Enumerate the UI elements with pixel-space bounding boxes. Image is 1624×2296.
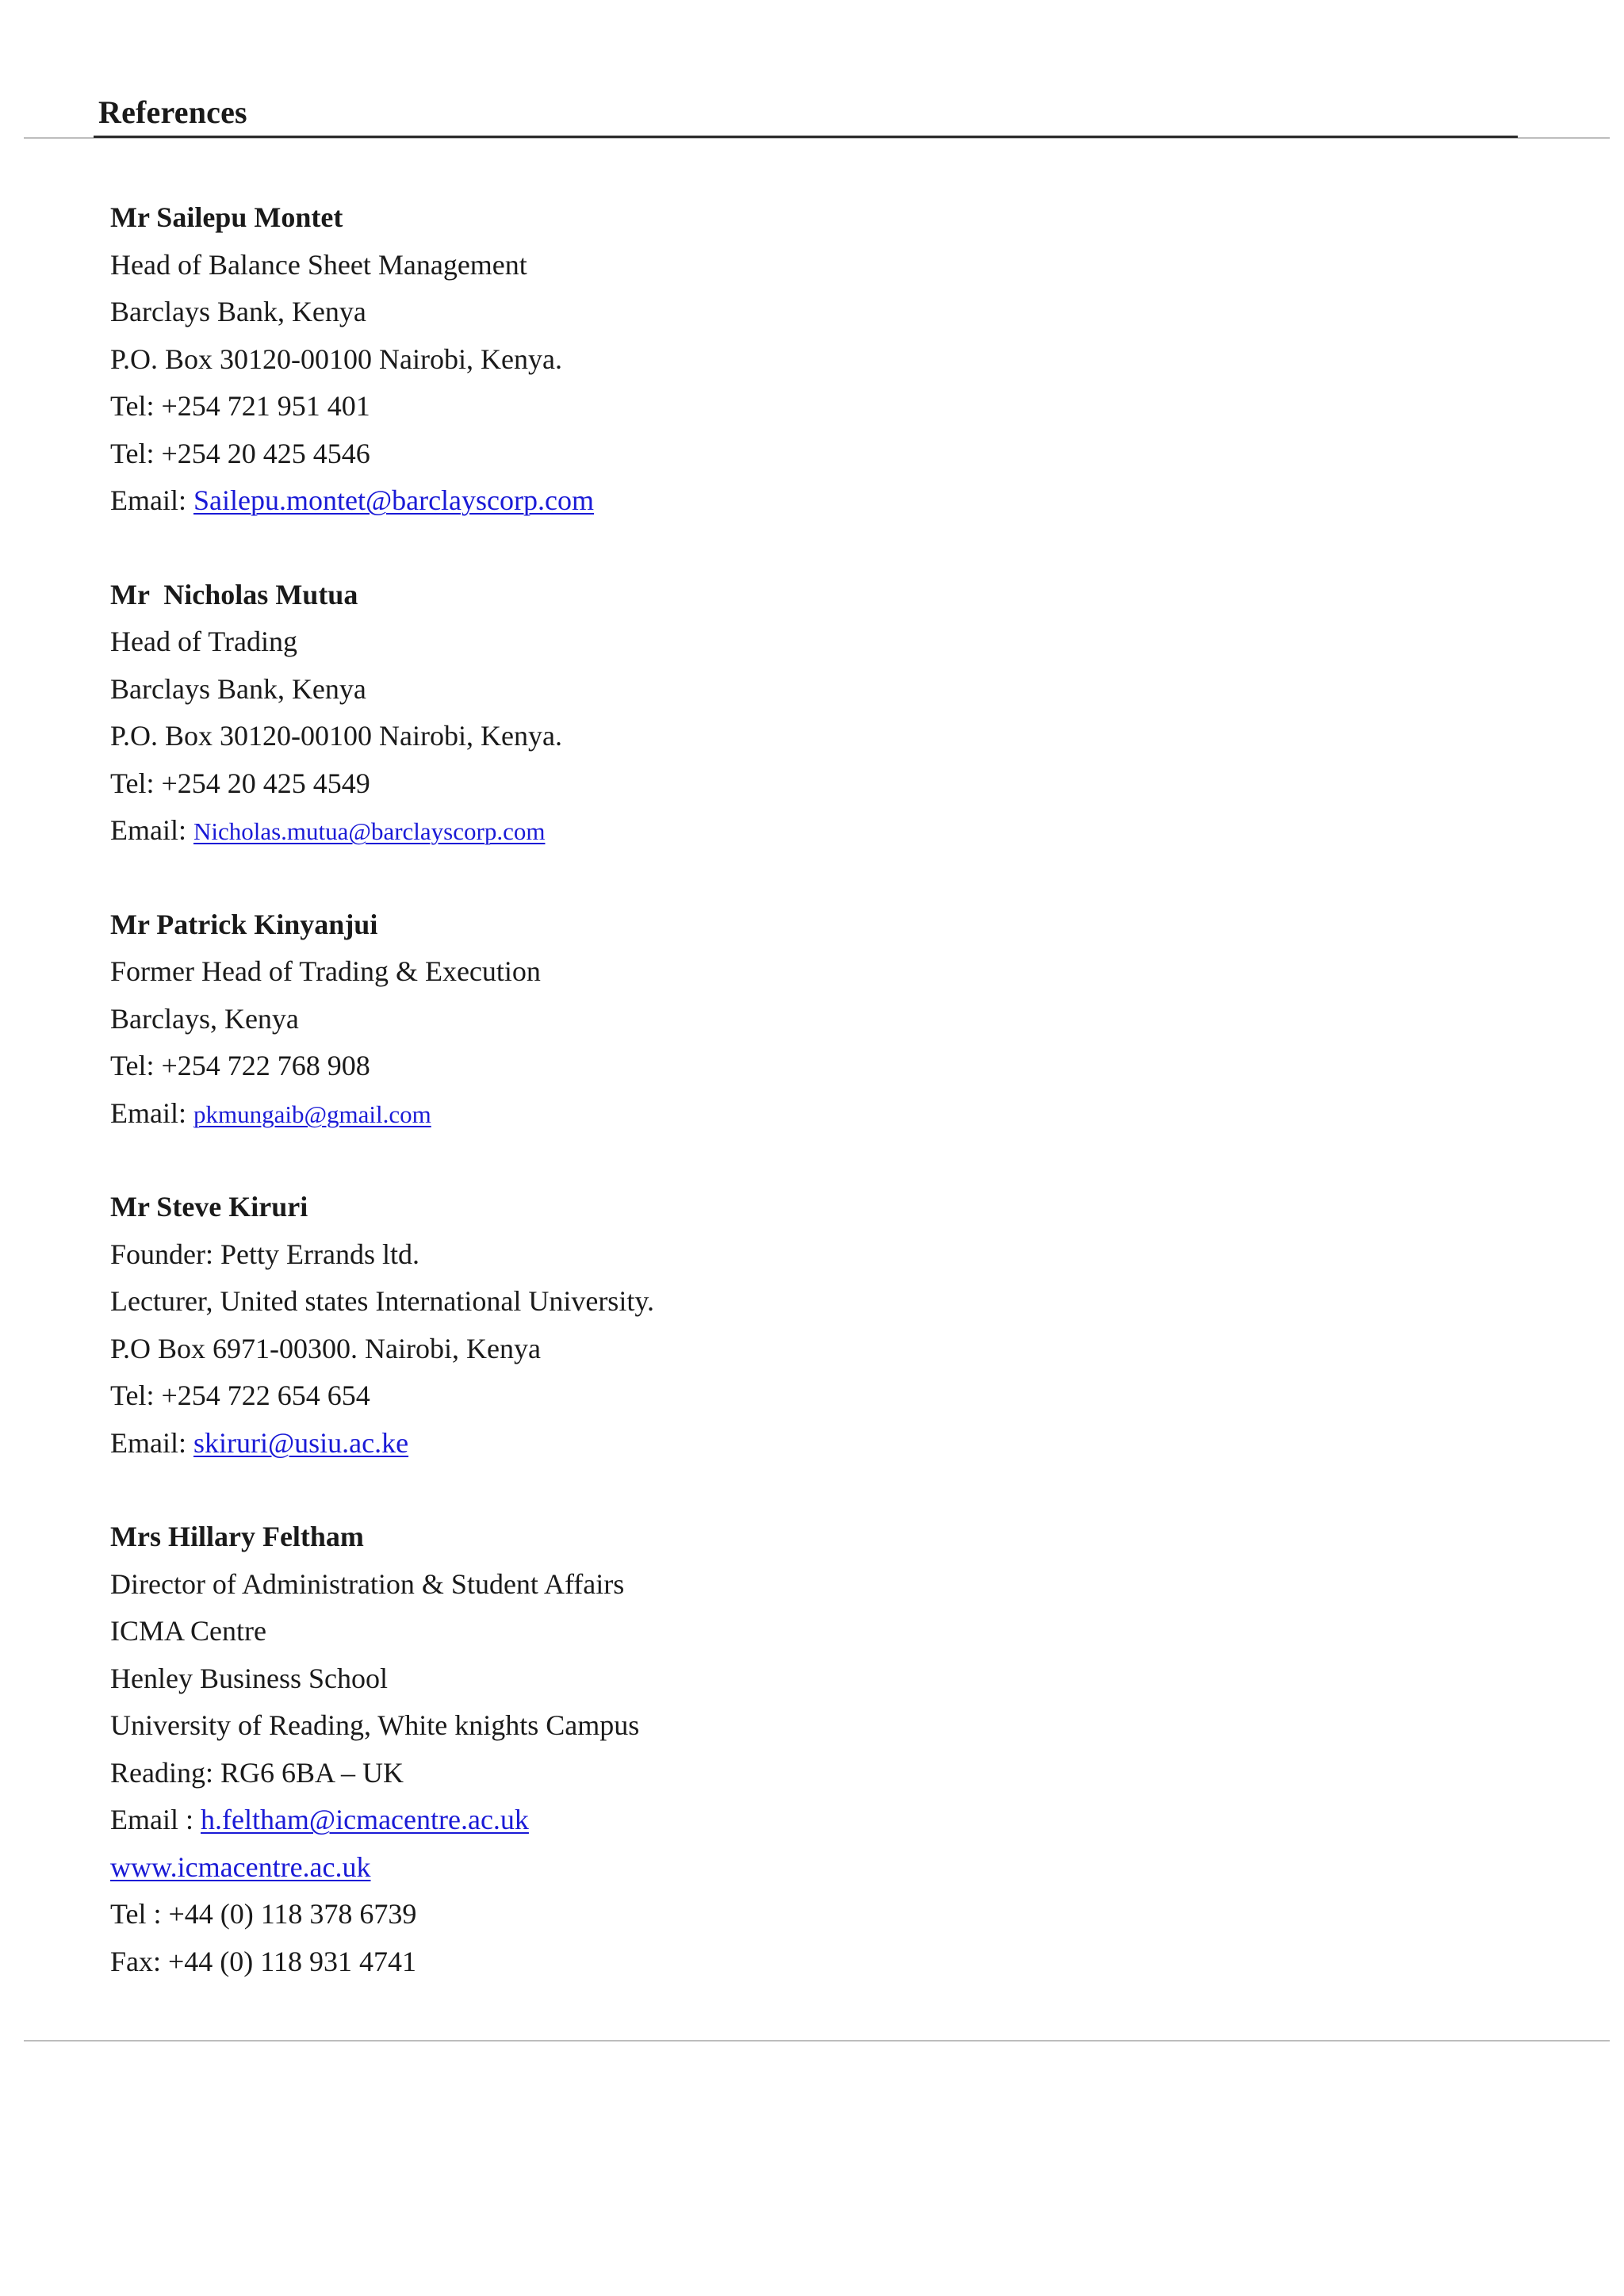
header-underline xyxy=(94,136,1518,138)
reference-phone: Tel: +254 20 425 4546 xyxy=(110,437,370,469)
reference-organization: Barclays Bank, Kenya xyxy=(110,296,366,327)
reference-name: Mr Nicholas Mutua xyxy=(110,578,358,610)
reference-title: Former Head of Trading & Execution xyxy=(110,955,541,987)
reference-email-line xyxy=(110,1797,1300,1844)
page-title: References xyxy=(98,94,247,130)
reference-title: Founder: Petty Errands ltd. xyxy=(110,1238,419,1270)
reference-name: Mr Steve Kiruri xyxy=(110,1191,308,1223)
reference-title: Director of Administration & Student Affairs xyxy=(110,1567,625,1600)
reference-address: Reading: RG6 6BA – UK xyxy=(110,1756,404,1789)
reference-entry xyxy=(110,1184,1300,1467)
email-link[interactable]: h.feltham@icmacentre.ac.uk xyxy=(200,1804,529,1835)
reference-phone: Tel : +44 (0) 118 378 6739 xyxy=(110,1898,417,1930)
references-list xyxy=(110,194,1300,2032)
reference-phone: Tel: +254 722 768 908 xyxy=(110,1050,370,1081)
reference-entry xyxy=(110,1513,1300,1985)
reference-address: P.O Box 6971-00300. Nairobi, Kenya xyxy=(110,1332,541,1364)
email-link[interactable]: pkmungaib@gmail.com xyxy=(193,1100,431,1128)
reference-email-line xyxy=(110,1090,1300,1138)
reference-address: University of Reading, White knights Campus xyxy=(110,1709,640,1741)
email-link[interactable]: skiruri@usiu.ac.ke xyxy=(193,1426,409,1459)
reference-name: Mrs Hillary Feltham xyxy=(110,1521,364,1552)
reference-phone: Tel: +254 721 951 401 xyxy=(110,390,370,422)
website-link[interactable]: www.icmacentre.ac.uk xyxy=(110,1850,371,1883)
reference-title: Head of Trading xyxy=(110,626,297,657)
reference-organization: ICMA Centre xyxy=(110,1615,266,1647)
reference-address: P.O. Box 30120-00100 Nairobi, Kenya. xyxy=(110,342,562,375)
reference-name: Mr Patrick Kinyanjui xyxy=(110,908,378,940)
reference-website-line xyxy=(110,1844,1300,1892)
reference-title: Head of Balance Sheet Management xyxy=(110,248,527,281)
reference-phone: Tel: +254 20 425 4549 xyxy=(110,767,370,799)
email-label: Email: xyxy=(110,1426,193,1459)
reference-organization: Barclays, Kenya xyxy=(110,1002,299,1035)
footer-divider xyxy=(24,2040,1610,2042)
reference-email-line xyxy=(110,1420,1300,1468)
reference-organization: Barclays Bank, Kenya xyxy=(110,672,366,705)
email-label: Email : xyxy=(110,1804,201,1835)
reference-email-line xyxy=(110,807,1300,855)
email-label: Email: xyxy=(110,814,193,846)
reference-entry xyxy=(110,572,1300,855)
reference-fax: Fax: +44 (0) 118 931 4741 xyxy=(110,1945,416,1977)
reference-organization: Henley Business School xyxy=(110,1662,388,1694)
reference-name: Mr Sailepu Montet xyxy=(110,201,343,233)
reference-phone: Tel: +254 722 654 654 xyxy=(110,1380,370,1411)
reference-email-line xyxy=(110,477,1300,525)
reference-title: Lecturer, United states International University. xyxy=(110,1285,654,1317)
email-label: Email: xyxy=(110,1096,193,1129)
reference-entry xyxy=(110,901,1300,1138)
email-link[interactable]: Sailepu.montet@barclayscorp.com xyxy=(193,484,594,516)
reference-address: P.O. Box 30120-00100 Nairobi, Kenya. xyxy=(110,720,562,752)
reference-entry xyxy=(110,194,1300,525)
email-link[interactable]: Nicholas.mutua@barclayscorp.com xyxy=(193,817,546,845)
email-label: Email: xyxy=(110,484,193,516)
